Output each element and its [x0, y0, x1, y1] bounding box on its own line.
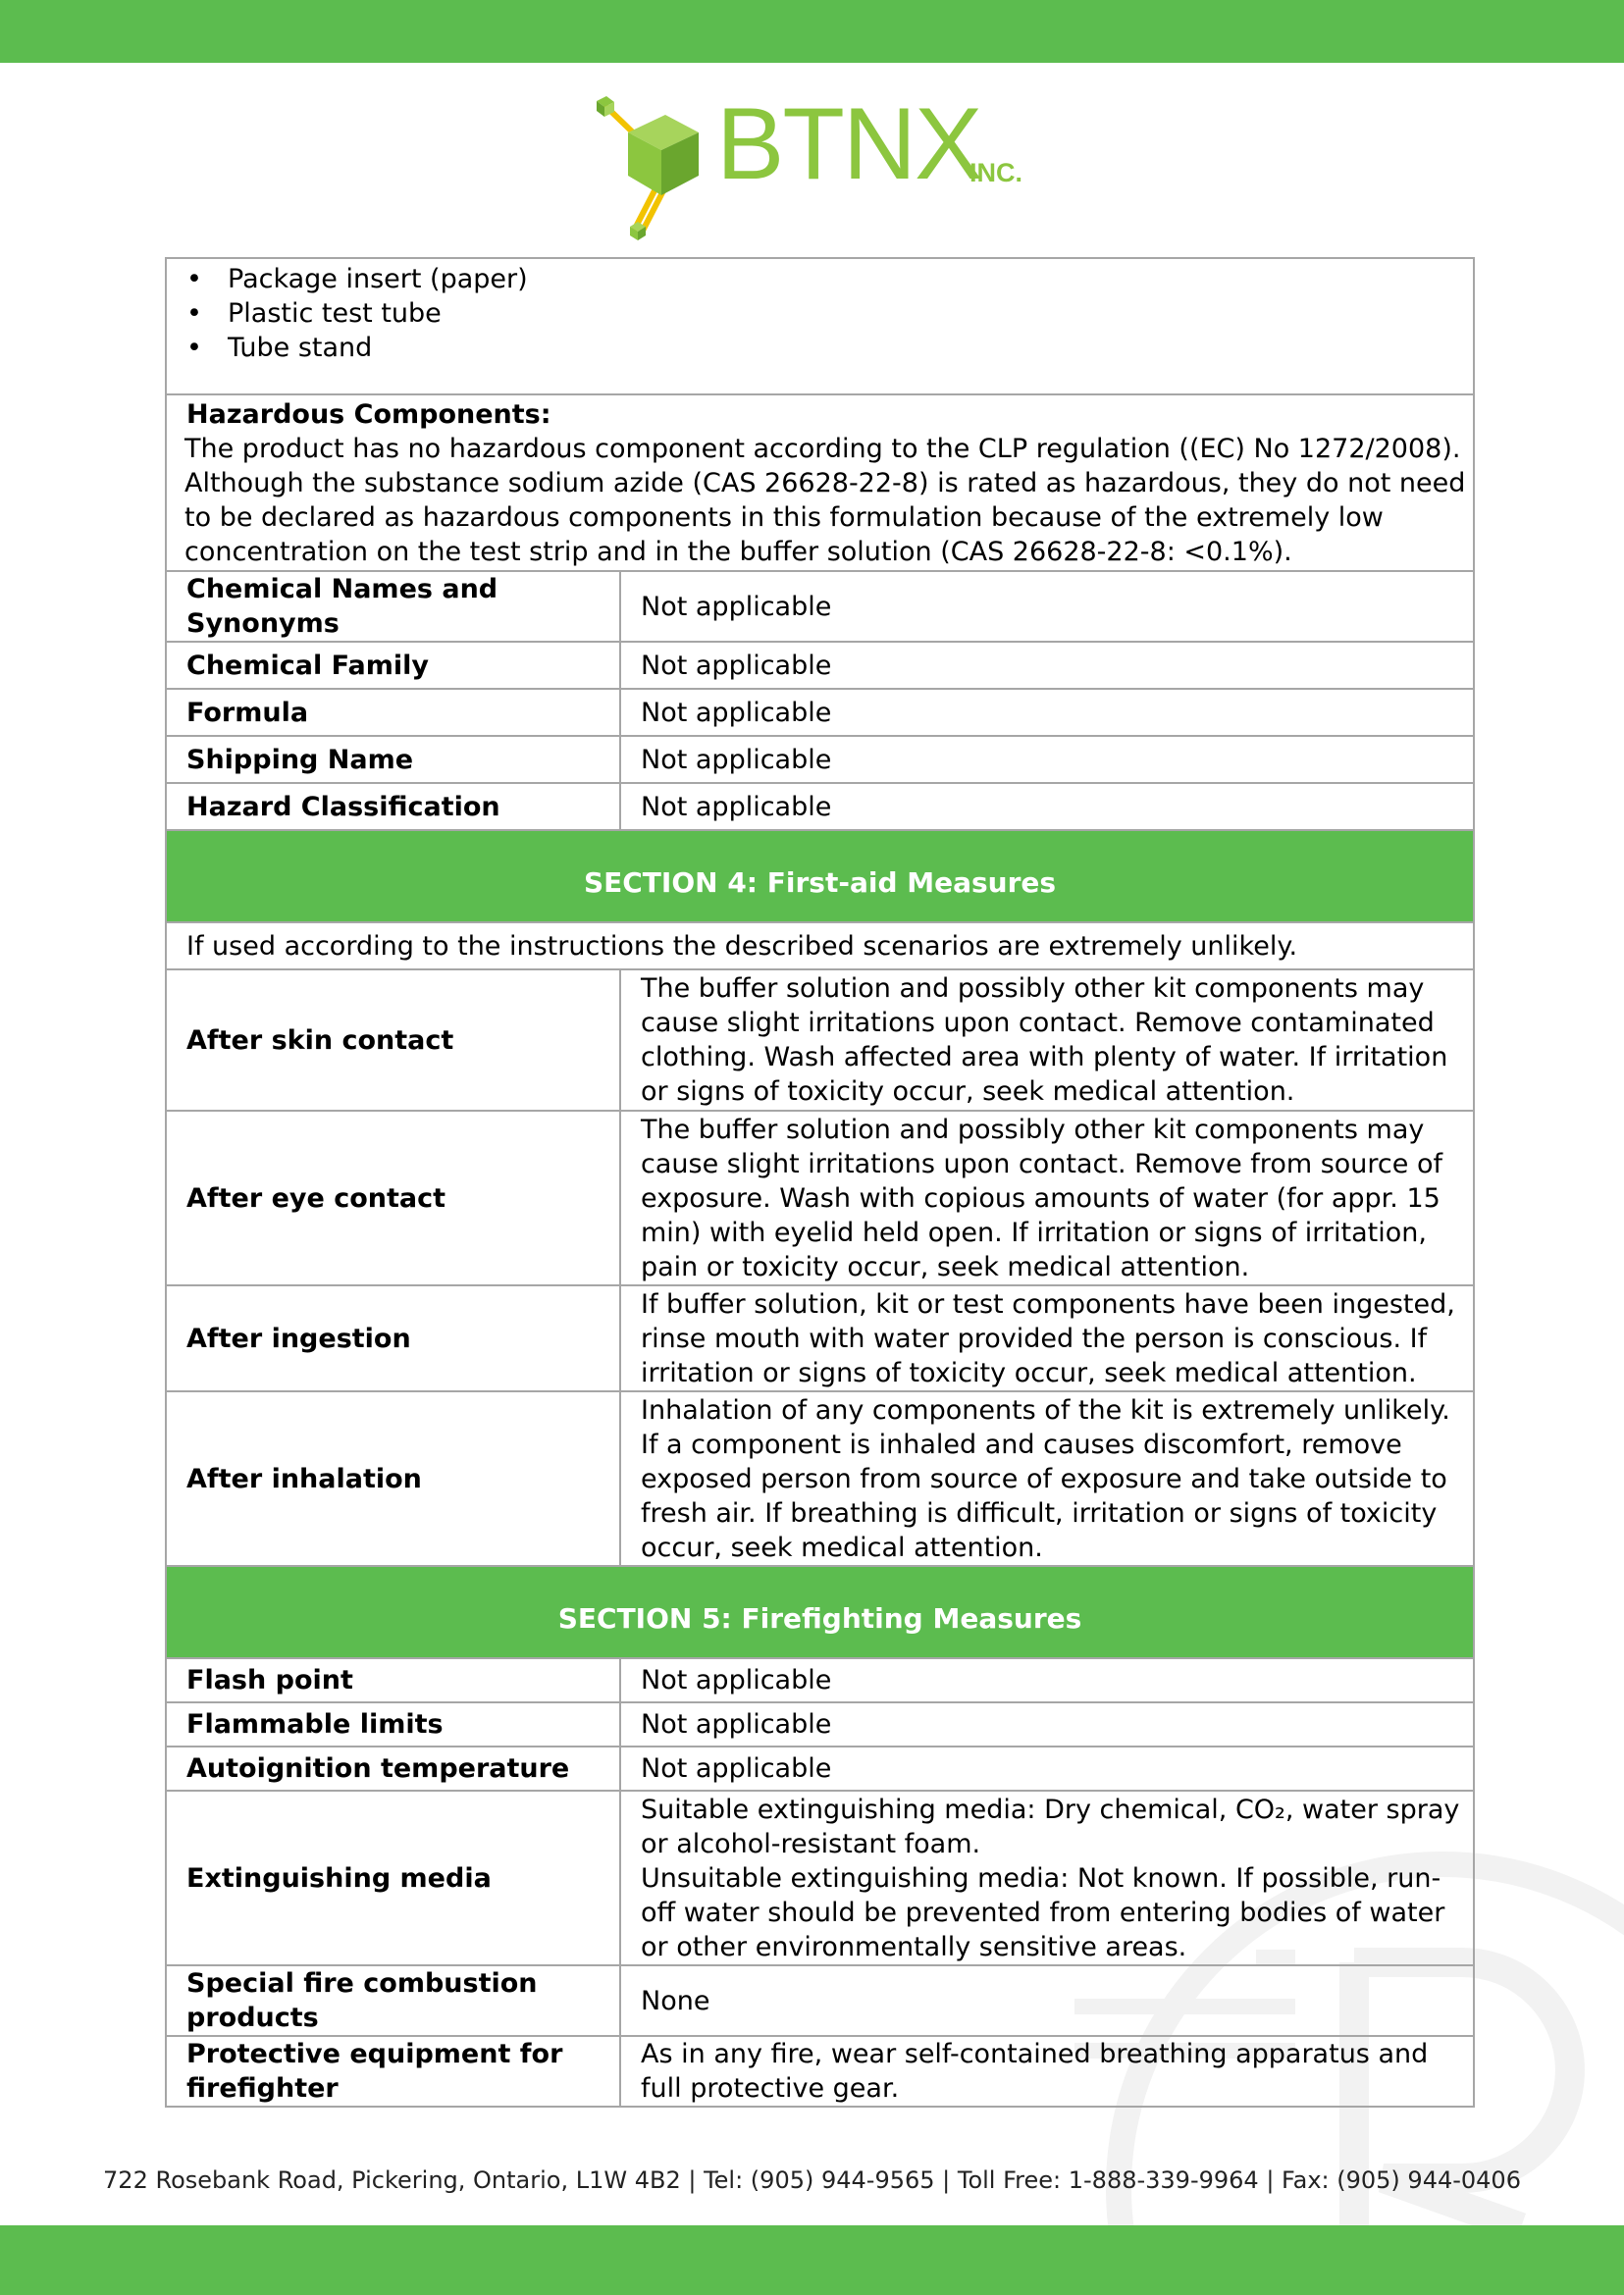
row-value: Not applicable [620, 571, 1474, 642]
row-value: Not applicable [620, 1658, 1474, 1702]
section-4-intro: If used according to the instructions the described scenarios are extremely unlikely. [166, 922, 1474, 969]
table-row [166, 736, 1474, 783]
row-value: Not applicable [620, 1702, 1474, 1747]
table-row [166, 1747, 1474, 1791]
section-5-header-row [166, 1566, 1474, 1658]
row-label: Extinguishing media [166, 1791, 620, 1965]
list-item: • Plastic test tube [186, 296, 1469, 331]
row-value: Not applicable [620, 783, 1474, 830]
section-4-header-row [166, 830, 1474, 922]
row-value: Not applicable [620, 642, 1474, 689]
hazardous-components-cell [166, 394, 1474, 571]
row-label: Formula [166, 689, 620, 736]
table-row [166, 571, 1474, 642]
table-row [166, 1702, 1474, 1747]
footer-address: 722 Rosebank Road, Pickering, Ontario, L1W 4B2 | Tel: (905) 944-9565 | Toll Free: 1-888-339-9964 | Fax: (905) 944-0406 [103, 2166, 1521, 2194]
list-item: • Package insert (paper) [186, 262, 1469, 296]
package-contents-list [186, 262, 1469, 365]
table-row [166, 689, 1474, 736]
table-row [166, 2036, 1474, 2107]
package-contents-row [166, 258, 1474, 394]
row-value [620, 1791, 1474, 1965]
row-value: Inhalation of any components of the kit is extremely unlikely. If a component is inhaled and causes discomfort, remove exposed person from source of exposure and take outside to fresh air. If breathing is difficult, irritation or signs of toxicity occur, seek medical attention. [620, 1391, 1474, 1566]
row-label: Hazard Classification [166, 783, 620, 830]
row-label: Autoignition temperature [166, 1747, 620, 1791]
row-value: As in any fire, wear self-contained breathing apparatus and full protective gear. [620, 2036, 1474, 2107]
row-value: The buffer solution and possibly other kit components may cause slight irritations upon contact. Remove contaminated clothing. Wash affected area with plenty of water. If irritation or signs of toxicity occur, seek medical attention. [620, 969, 1474, 1111]
table-row [166, 969, 1474, 1111]
row-label: Flammable limits [166, 1702, 620, 1747]
row-value: If buffer solution, kit or test components have been ingested, rinse mouth with water provided the person is conscious. If irritation or signs of toxicity occur, seek medical attention. [620, 1285, 1474, 1391]
sds-table [165, 257, 1475, 2108]
row-value: Not applicable [620, 689, 1474, 736]
row-label: After skin contact [166, 969, 620, 1111]
logo-wordmark: BTNX [716, 87, 981, 201]
table-row [166, 1111, 1474, 1285]
table-row [166, 1391, 1474, 1566]
row-label: Protective equipment for firefighter [166, 2036, 620, 2107]
unsuitable-media-text: Unsuitable extinguishing media: Not known. If possible, run-off water should be prevented from entering bodies of water or other environmentally sensitive areas. [641, 1862, 1445, 1962]
suitable-media-text: Suitable extinguishing media: Dry chemical, CO₂, water spray or alcohol-resistant foam. [641, 1794, 1460, 1859]
cube-logo-icon [589, 93, 736, 245]
hazardous-components-row [166, 394, 1474, 571]
header-band [0, 0, 1624, 63]
table-row [166, 783, 1474, 830]
row-label: Chemical Names and Synonyms [166, 571, 620, 642]
btnx-logo [589, 87, 1040, 245]
section-4-intro-row [166, 922, 1474, 969]
row-label: Chemical Family [166, 642, 620, 689]
table-row [166, 1658, 1474, 1702]
row-label: Shipping Name [166, 736, 620, 783]
row-value: Not applicable [620, 736, 1474, 783]
hazardous-components-text: The product has no hazardous component according to the CLP regulation ((EC) No 1272/2008). Although the substance sodium azide (CAS 26628-22-8) is rated as hazardous, they do not need to be declared as hazardous components in this formulation because of the extremely low concentration on the test strip and in the buffer solution (CAS 26628-22-8: <0.1%). [184, 433, 1466, 567]
hazardous-components-title: Hazardous Components: [186, 398, 551, 430]
row-label: Special fire combustion products [166, 1965, 620, 2036]
row-label: After inhalation [166, 1391, 620, 1566]
table-row [166, 1285, 1474, 1391]
table-row [166, 1965, 1474, 2036]
row-label: Flash point [166, 1658, 620, 1702]
section-4-title: SECTION 4: First-aid Measures [166, 830, 1474, 922]
list-item: • Tube stand [186, 331, 1469, 365]
row-value: Not applicable [620, 1747, 1474, 1791]
table-row [166, 1791, 1474, 1965]
row-label: After ingestion [166, 1285, 620, 1391]
section-5-title: SECTION 5: Firefighting Measures [166, 1566, 1474, 1658]
footer-band [0, 2225, 1624, 2295]
row-value: None [620, 1965, 1474, 2036]
package-contents-cell [166, 258, 1474, 394]
table-row [166, 642, 1474, 689]
row-label: After eye contact [166, 1111, 620, 1285]
row-value: The buffer solution and possibly other kit components may cause slight irritations upon contact. Remove from source of exposure. Wash with copious amounts of water (for appr. 15 min) with eyelid held open. If irritation or signs of irritation, pain or toxicity occur, seek medical attention. [620, 1111, 1474, 1285]
logo-inc: INC. [969, 158, 1022, 187]
